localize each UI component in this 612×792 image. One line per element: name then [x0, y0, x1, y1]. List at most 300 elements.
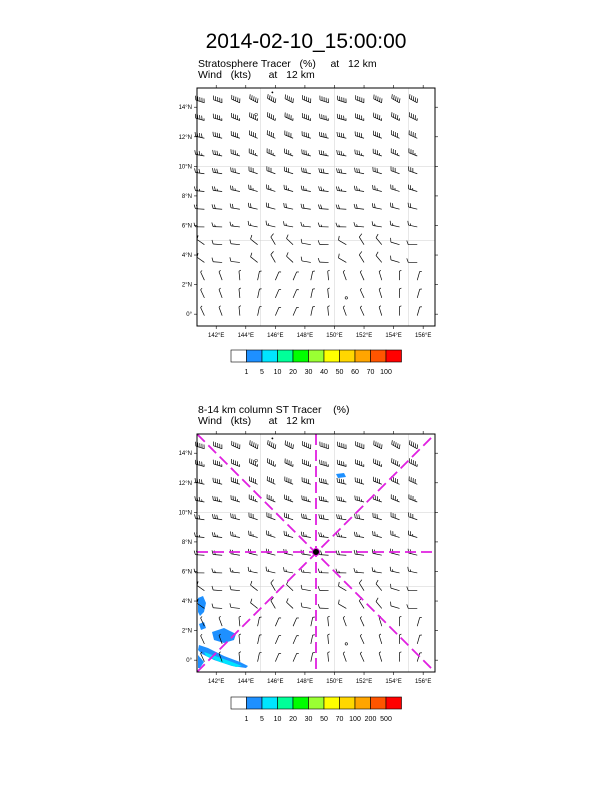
- lat-tick-label: 0°: [186, 658, 192, 665]
- wind-barb: [249, 112, 257, 120]
- wind-barb: [373, 513, 382, 520]
- wind-barb: [391, 238, 400, 245]
- wind-barb: [302, 131, 311, 138]
- wind-barb: [266, 567, 275, 573]
- wind-barb: [230, 222, 240, 227]
- wind-barb: [301, 603, 311, 609]
- colorbar-swatch: [231, 697, 247, 709]
- colorbar-swatch: [386, 350, 402, 362]
- lon-tick-label: 146°E: [267, 333, 284, 339]
- wind-barb: [293, 272, 299, 280]
- wind-barb: [293, 653, 299, 661]
- lat-tick-label: 6°N: [181, 569, 192, 576]
- wind-barb: [372, 567, 382, 573]
- wind-barb: [230, 185, 239, 191]
- wind-barb: [239, 288, 241, 298]
- wind-barb: [213, 496, 222, 502]
- wind-barb: [343, 270, 346, 280]
- wind-barb: [284, 513, 293, 520]
- wind-barb: [320, 442, 329, 449]
- wind-barb: [311, 652, 315, 661]
- wind-barb: [293, 290, 299, 298]
- wind-barb: [409, 513, 418, 520]
- wind-barb: [268, 440, 276, 449]
- wind-barb: [287, 252, 294, 262]
- wind-barb: [301, 585, 311, 591]
- wind-barb: [318, 569, 328, 573]
- wind-barb: [373, 531, 382, 537]
- wind-barb: [339, 254, 347, 263]
- lat-tick-label: 6°N: [181, 223, 192, 230]
- wind-barb: [239, 270, 241, 280]
- wind-barb: [417, 617, 422, 626]
- colorbar-swatch: [247, 697, 263, 709]
- wind-barb: [303, 95, 311, 103]
- wind-barb: [338, 442, 347, 449]
- wind-barb: [303, 441, 311, 449]
- wind-barb: [336, 569, 346, 573]
- wind-barb: [354, 532, 364, 538]
- lon-tick-label: 144°E: [237, 333, 254, 339]
- lon-tick-label: 146°E: [267, 679, 284, 685]
- wind-barb: [320, 460, 329, 467]
- wind-barb: [275, 618, 281, 626]
- tracer-patch: [198, 645, 248, 668]
- wind-barb: [360, 634, 364, 644]
- wind-barb: [379, 652, 382, 662]
- wind-barb: [391, 512, 400, 519]
- wind-barb: [285, 131, 293, 139]
- wind-barb: [302, 113, 311, 120]
- wind-barb: [251, 599, 258, 609]
- wind-barb: [319, 532, 329, 537]
- wind-barb: [301, 514, 310, 520]
- wind-barb: [390, 221, 399, 227]
- wind-barb: [319, 478, 328, 484]
- wind-barb: [293, 618, 299, 626]
- colorbar-label: 500: [380, 716, 392, 723]
- wind-barb: [275, 272, 281, 280]
- wind-barb: [267, 166, 276, 173]
- wind-barb: [354, 186, 364, 192]
- wind-barb: [337, 460, 346, 467]
- lat-tick-label: 12°N: [178, 480, 192, 487]
- wind-barb: [337, 150, 347, 156]
- colorbar-label: 5: [260, 369, 264, 376]
- colorbar-swatch: [371, 697, 387, 709]
- lon-tick-label: 154°E: [385, 333, 402, 339]
- wind-barb: [318, 204, 328, 209]
- wind-barb: [311, 617, 315, 626]
- wind-barb: [360, 306, 364, 316]
- panel-2-subtitle-line2: Wind (kts) at 12 km: [198, 415, 315, 427]
- colorbar-swatch: [293, 350, 309, 362]
- wind-barb: [212, 514, 222, 520]
- panel-2-axis-ticks: [179, 431, 438, 685]
- wind-barb: [354, 222, 364, 227]
- wind-barb: [408, 221, 417, 227]
- wind-barb: [230, 603, 240, 608]
- tracer-patch: [198, 596, 206, 616]
- wind-barb: [318, 604, 328, 608]
- wind-barb: [373, 149, 382, 156]
- lat-tick-label: 10°N: [178, 510, 192, 517]
- wind-barb: [311, 271, 315, 280]
- wind-barb: [376, 580, 382, 591]
- wind-barb: [409, 476, 417, 484]
- wind-barb: [285, 495, 294, 502]
- wind-barb: [287, 598, 294, 608]
- page-title: 2014-02-10_15:00:00: [205, 30, 407, 53]
- lon-tick-label: 150°E: [326, 333, 343, 339]
- wind-barb: [214, 96, 223, 103]
- wind-barb: [417, 307, 422, 316]
- wind-barb: [391, 531, 400, 538]
- lat-tick-label: 12°N: [178, 134, 192, 141]
- wind-barb: [320, 96, 329, 103]
- wind-barb: [231, 495, 240, 502]
- wind-barb: [374, 441, 382, 449]
- wind-barb: [284, 167, 293, 174]
- lat-tick-label: 10°N: [178, 164, 192, 171]
- wind-barb: [391, 458, 399, 466]
- wind-barb: [409, 148, 417, 156]
- wind-barb: [212, 586, 222, 591]
- wind-barb: [284, 531, 293, 538]
- calm-circle: [345, 297, 347, 299]
- wind-barb: [301, 239, 311, 245]
- wind-barb: [251, 235, 258, 245]
- wind-barb: [213, 132, 222, 138]
- wind-barb: [408, 203, 417, 209]
- station-dot: [271, 92, 273, 94]
- wind-barb: [250, 94, 258, 102]
- colorbar-swatch: [355, 350, 371, 362]
- panel-2-wind-barbs: [194, 438, 422, 662]
- tracer-patch: [199, 622, 206, 630]
- panel-1-axis-ticks: [179, 85, 438, 339]
- wind-barb: [360, 652, 364, 662]
- wind-barb: [372, 221, 382, 227]
- wind-barb: [201, 306, 205, 316]
- wind-barb: [213, 460, 222, 467]
- wind-barb: [354, 204, 364, 209]
- wind-barb: [271, 234, 276, 245]
- panel-1-colorbar: [231, 350, 402, 376]
- wind-barb: [287, 581, 294, 591]
- wind-barb: [379, 634, 382, 644]
- wind-barb: [391, 148, 399, 156]
- colorbar-label: 10: [273, 716, 282, 723]
- colorbar-swatch: [231, 350, 247, 362]
- wind-barb: [284, 203, 293, 209]
- wind-barb: [212, 258, 222, 263]
- lat-tick-label: 8°N: [181, 193, 192, 200]
- wind-barb: [239, 652, 241, 662]
- wind-barb: [319, 168, 329, 174]
- wind-barb: [213, 150, 222, 156]
- wind-barb: [301, 168, 310, 174]
- wind-barb: [355, 477, 364, 484]
- wind-barb: [267, 112, 275, 120]
- wind-barb: [212, 223, 222, 227]
- wind-barb: [249, 458, 257, 466]
- wind-barb: [267, 512, 276, 519]
- wind-barb: [339, 600, 347, 609]
- wind-barb: [408, 567, 417, 573]
- calm-circle: [345, 643, 347, 645]
- wind-barb: [374, 459, 382, 467]
- wind-barb: [391, 130, 399, 138]
- lat-tick-label: 0°: [186, 312, 192, 319]
- wind-barb: [201, 270, 205, 280]
- wind-barb: [374, 95, 382, 103]
- lat-tick-label: 4°N: [181, 599, 192, 606]
- wind-barb: [318, 586, 328, 590]
- wind-barb: [231, 513, 240, 519]
- wind-barb: [250, 440, 258, 448]
- wind-barb: [195, 478, 204, 484]
- colorbar-swatch: [386, 697, 402, 709]
- wind-barb: [318, 223, 328, 227]
- wind-barb: [231, 459, 239, 467]
- wind-barb: [231, 131, 240, 138]
- wind-barb: [195, 150, 205, 156]
- colorbar-label: 1: [244, 716, 249, 723]
- wind-barb: [328, 616, 330, 626]
- wind-barb: [392, 94, 400, 103]
- colorbar-swatch: [262, 350, 278, 362]
- wind-barb: [328, 288, 330, 298]
- wind-barb: [301, 532, 311, 538]
- wind-barb: [201, 634, 205, 644]
- wind-barb: [195, 514, 205, 519]
- wind-barb: [258, 635, 262, 644]
- wind-barb: [360, 616, 364, 626]
- wind-barb: [231, 167, 240, 173]
- wind-barb: [258, 652, 262, 661]
- wind-barb: [194, 223, 204, 227]
- wind-barb: [319, 496, 329, 502]
- wind-barb: [285, 94, 293, 102]
- wind-barb: [230, 204, 240, 210]
- wind-barb: [391, 602, 400, 609]
- wind-barb: [409, 130, 417, 138]
- wind-barb: [379, 270, 382, 280]
- colorbar-label: 10: [273, 369, 282, 376]
- wind-barb: [318, 258, 328, 262]
- wind-barb: [267, 458, 275, 466]
- wind-barb: [232, 95, 240, 103]
- wind-barb: [249, 495, 257, 502]
- colorbar-swatch: [278, 697, 294, 709]
- colorbar-swatch: [278, 350, 294, 362]
- station-dot: [271, 438, 273, 440]
- lat-tick-label: 2°N: [181, 282, 192, 289]
- colorbar-swatch: [355, 697, 371, 709]
- wind-barb: [336, 223, 346, 227]
- colorbar-label: 70: [366, 369, 375, 376]
- wind-barb: [320, 114, 329, 121]
- wind-barb: [399, 306, 401, 316]
- colorbar-label: 30: [304, 369, 313, 376]
- wind-barb: [360, 270, 364, 280]
- lat-tick-label: 8°N: [181, 539, 192, 546]
- wind-barb: [267, 494, 275, 502]
- wind-barb: [343, 616, 346, 626]
- colorbar-label: 20: [289, 369, 297, 376]
- wind-barb: [318, 240, 328, 244]
- colorbar-swatch: [309, 697, 325, 709]
- wind-barb: [258, 306, 262, 315]
- wind-barb: [249, 531, 258, 538]
- wind-barb: [287, 235, 294, 245]
- wind-barb: [301, 222, 311, 227]
- wind-barb: [283, 221, 293, 227]
- wind-barb: [266, 221, 275, 227]
- wind-barb: [230, 257, 240, 262]
- colorbar-label: 1: [244, 369, 249, 376]
- wind-barb: [293, 636, 299, 644]
- colorbar-label: 50: [320, 716, 328, 723]
- wind-barb: [249, 185, 258, 192]
- wind-barb: [194, 186, 204, 191]
- wind-barb: [231, 477, 240, 484]
- panel-1-subtitle-line1: Stratosphere Tracer (%) at 12 km: [198, 58, 377, 70]
- wind-barb: [373, 495, 382, 502]
- colorbar-swatch: [262, 697, 278, 709]
- wind-barb: [392, 440, 400, 449]
- wind-barb: [212, 240, 222, 245]
- wind-barb: [219, 288, 222, 298]
- wind-barb: [302, 149, 311, 156]
- wind-barb: [336, 205, 346, 210]
- wind-barb: [356, 441, 364, 449]
- wind-barb: [328, 306, 330, 316]
- wind-barb: [267, 184, 276, 191]
- wind-barb: [355, 150, 364, 156]
- wind-barb: [360, 288, 364, 298]
- colorbar-swatch: [340, 350, 356, 362]
- lon-tick-label: 154°E: [385, 679, 402, 685]
- wind-barb: [258, 617, 262, 626]
- wind-barb: [248, 221, 258, 227]
- wind-barb: [355, 514, 364, 520]
- tracer-patch: [336, 473, 346, 478]
- lon-tick-label: 148°E: [296, 679, 314, 685]
- wind-barb: [195, 132, 204, 138]
- wind-barb: [343, 306, 346, 316]
- wind-barb: [319, 150, 329, 156]
- wind-barb: [267, 148, 275, 156]
- lat-tick-label: 14°N: [178, 451, 192, 458]
- wind-barb: [251, 253, 258, 263]
- wind-barb: [230, 531, 239, 537]
- wind-barb: [391, 112, 399, 120]
- wind-barb: [336, 514, 346, 519]
- colorbar-label: 60: [351, 369, 359, 376]
- lon-tick-label: 152°E: [355, 333, 373, 339]
- lon-tick-label: 156°E: [414, 679, 432, 685]
- wind-barb: [359, 580, 364, 591]
- colorbar-label: 100: [349, 716, 361, 723]
- wind-barb: [232, 441, 240, 449]
- wind-barb: [275, 636, 281, 644]
- lon-tick-label: 148°E: [296, 333, 314, 339]
- lon-tick-label: 144°E: [237, 679, 254, 685]
- wind-barb: [356, 95, 364, 103]
- wind-barb: [376, 252, 382, 263]
- wind-barb: [417, 271, 422, 280]
- wind-barb: [219, 270, 222, 280]
- wind-barb: [355, 113, 364, 120]
- wind-barb: [390, 203, 399, 210]
- wind-barb: [285, 458, 293, 466]
- wind-barb: [336, 168, 346, 173]
- colorbar-swatch: [309, 350, 325, 362]
- wind-barb: [399, 288, 401, 298]
- panel-2-subtitle-line1: 8-14 km column ST Tracer (%): [198, 404, 350, 416]
- wind-barb: [266, 203, 275, 210]
- colorbar-swatch: [293, 697, 309, 709]
- wind-barb: [328, 634, 330, 644]
- wind-barb: [408, 531, 417, 538]
- wind-barb: [258, 289, 262, 298]
- wind-barb: [374, 113, 382, 121]
- wind-barb: [409, 94, 417, 103]
- wind-barb: [409, 458, 417, 466]
- wind-barb: [409, 440, 417, 449]
- wind-barb: [390, 567, 399, 573]
- wind-barb: [213, 478, 222, 484]
- wind-barb: [212, 532, 222, 537]
- wind-barb: [376, 234, 382, 245]
- wind-barb: [194, 569, 204, 573]
- wind-barb: [409, 112, 417, 120]
- wind-barb: [391, 256, 400, 263]
- wind-barb: [391, 494, 399, 502]
- wind-barb: [302, 495, 311, 502]
- wind-barb: [268, 94, 276, 103]
- wind-barb: [212, 204, 222, 209]
- wind-barb: [285, 149, 294, 156]
- colorbar-swatch: [340, 697, 356, 709]
- wind-barb: [336, 186, 346, 191]
- wind-barb: [373, 167, 382, 174]
- wind-barb: [267, 476, 275, 484]
- lat-tick-label: 14°N: [178, 105, 192, 112]
- wind-barb: [311, 289, 315, 298]
- lat-tick-label: 2°N: [181, 628, 192, 635]
- wind-barb: [338, 96, 347, 103]
- colorbar-label: 50: [335, 369, 344, 376]
- wind-barb: [293, 307, 299, 315]
- wind-barb: [249, 149, 257, 156]
- wind-barb: [343, 652, 346, 662]
- wind-barb: [258, 271, 262, 280]
- wind-barb: [337, 132, 346, 138]
- wind-barb: [239, 616, 241, 626]
- wind-barb: [337, 478, 346, 484]
- wind-barb: [219, 306, 222, 316]
- wind-barb: [267, 530, 276, 537]
- wind-barb: [417, 289, 422, 298]
- wind-barb: [197, 253, 204, 262]
- wind-barb: [302, 477, 311, 484]
- colorbar-label: 200: [364, 716, 377, 723]
- wind-barb: [230, 568, 240, 573]
- wind-barb: [231, 113, 239, 121]
